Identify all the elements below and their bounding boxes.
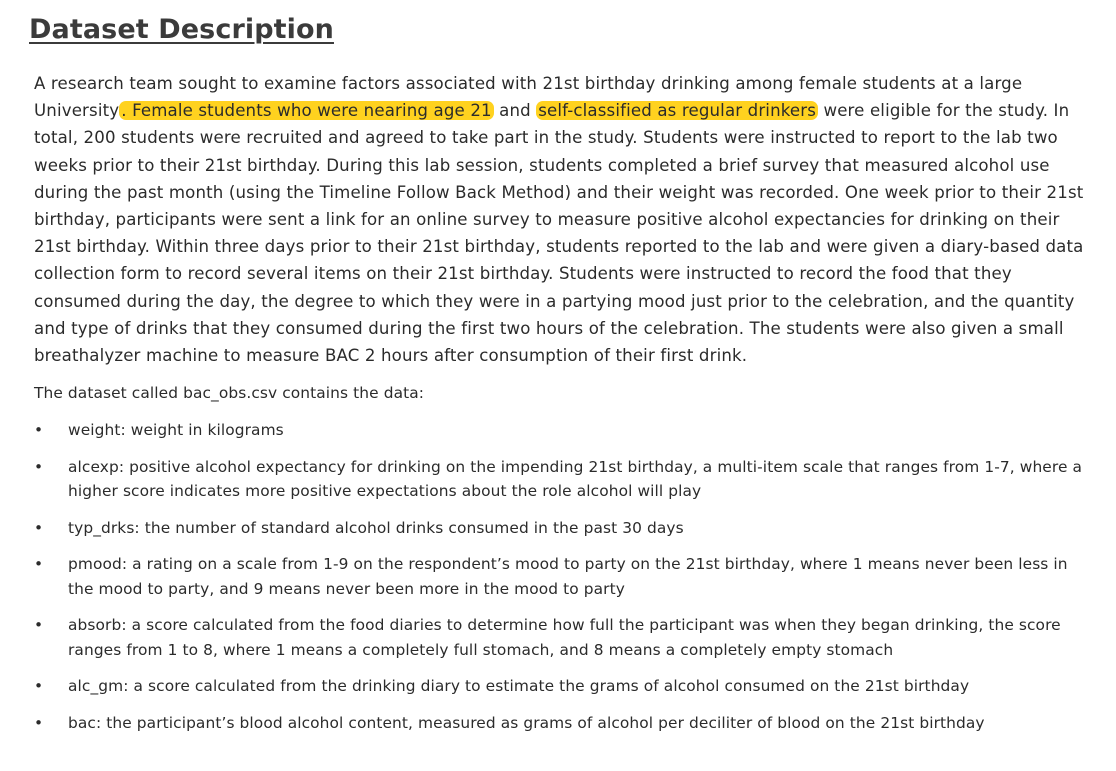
list-item bbox=[34, 613, 1086, 662]
bullet-icon: • bbox=[34, 457, 44, 476]
paragraph-text-start: A research team sought to examine factors associated with 21st birthday drinking among female students at a large University bbox=[34, 74, 1023, 121]
bullet-icon: • bbox=[34, 677, 44, 695]
variable-description: typ_drks: the number of standard alcohol drinks consumed in the past 30 days bbox=[68, 518, 684, 537]
bullet-icon: • bbox=[34, 518, 44, 537]
variable-description: bac: the participant’s blood alcohol content, measured as grams of alcohol per deciliter of blood on the 21st birthday bbox=[68, 713, 985, 732]
variable-list bbox=[34, 418, 1086, 747]
list-item bbox=[34, 674, 1086, 699]
highlight-regular-drinkers: self-classified as regular drinkers bbox=[538, 101, 817, 121]
list-item bbox=[34, 552, 1086, 601]
highlight-eligibility-age: . Female students who were nearing age 21 bbox=[121, 101, 492, 121]
variable-description: alcexp: positive alcohol expectancy for drinking on the impending 21st birthday, a multi-item scale that ranges from 1-7, where a higher score indicates more positive expectations about the role alcohol will play bbox=[68, 457, 1083, 500]
list-item bbox=[34, 711, 1086, 736]
variable-description: alc_gm: a score calculated from the drinking diary to estimate the grams of alcohol consumed on the 21st birthday bbox=[68, 677, 970, 695]
paragraph-text-and: and bbox=[493, 101, 537, 121]
bullet-icon: • bbox=[34, 421, 44, 439]
list-item bbox=[34, 516, 1086, 541]
variable-description: absorb: a score calculated from the food diaries to determine how full the participant was when they began drinking, the score ranges from 1 to 8, where 1 means a completely full stomach, and 8 means a completely empty stomach bbox=[68, 616, 1061, 659]
list-item bbox=[34, 418, 1086, 443]
description-paragraph bbox=[34, 70, 1090, 369]
variable-description: weight: weight in kilograms bbox=[68, 421, 284, 439]
paragraph-text-rest: were eligible for the study. In total, 200 students were recruited and agreed to take part in the study. Students were instructed to report to the lab two weeks prior to their 21st birthday. During this lab session, students completed a brief survey that measured alcohol use during the past month (using the Timeline Follow Back Method) and their weight was recorded. One week prior to their 21st birthday, participants were sent a link for an online survey to measure positive alcohol expectancies for drinking on their 21st birthday. Within three days prior to their 21st birthday, students reported to the lab and were given a diary-based data collection form to record several items on their 21st birthday. Students were instructed to record the food that they consumed during the day, the degree to which they were in a partying mood just prior to the celebration, and the quantity and type of drinks that they consumed during the first two hours of the celebration. The students were also given a small breathalyzer machine to measure BAC 2 hours after consumption of their first drink. bbox=[34, 101, 1084, 366]
page-title: Dataset Description bbox=[29, 14, 334, 45]
list-item bbox=[34, 455, 1086, 504]
variable-description: pmood: a rating on a scale from 1-9 on the respondent’s mood to party on the 21st birthday, where 1 means never been less in the mood to party, and 9 means never been more in the mood to party bbox=[68, 555, 1068, 598]
bullet-icon: • bbox=[34, 713, 44, 732]
bullet-icon: • bbox=[34, 616, 44, 634]
dataset-intro: The dataset called bac_obs.csv contains the data: bbox=[34, 384, 425, 402]
bullet-icon: • bbox=[34, 555, 44, 573]
